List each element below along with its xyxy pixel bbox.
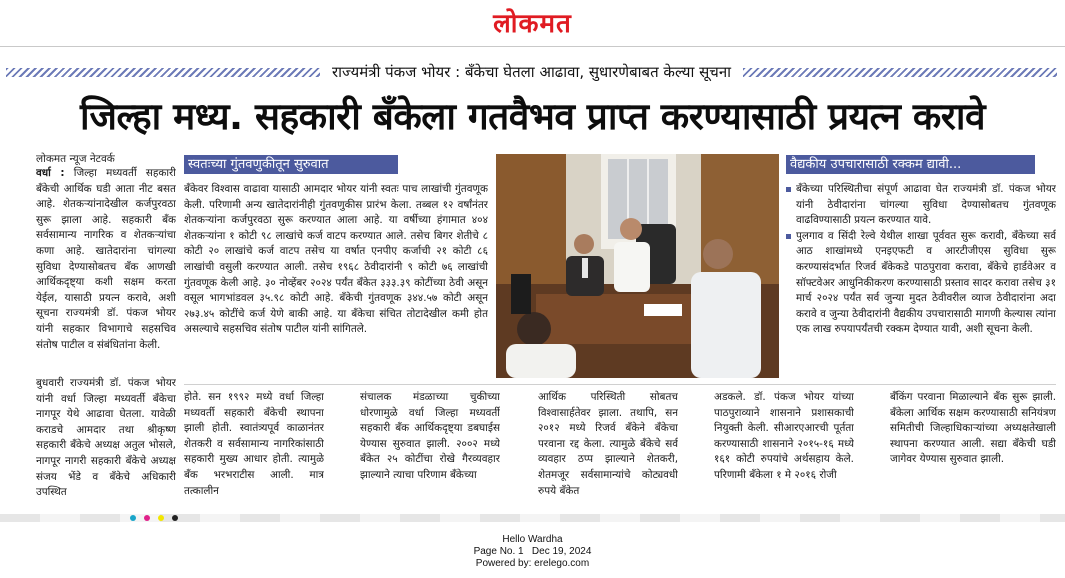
strap-line xyxy=(6,60,1057,84)
strap-hatch-left xyxy=(6,68,320,77)
lower-column-1: होते. सन १९९२ मध्ये वर्धा जिल्हा मध्यवर्ती सहकारी बँकेची स्थापना झाली होती. स्वातंत्र्यपूर्व काळानंतर शेतकरी व सर्वसामान्य नागरिकांसाठी सहकारी मुख्य आधार होती. त्यामुळे बँक भरभराटीस आली. मात्र तत्कालीन xyxy=(184,391,324,497)
page-meta xyxy=(0,534,1065,570)
lokmat-logo: लोकमत xyxy=(493,9,572,39)
left-subhead: स्वतःच्या गुंतवणुकीतून सुरुवात xyxy=(184,155,398,174)
cyan-dot xyxy=(130,515,136,521)
right-box-text xyxy=(786,182,1056,378)
lower-column-4: अडकले. डॉ. पंकज भोयर यांच्या पाठपुराव्याने शासनाने प्रशासकाची नियुक्ती केली. सीआरएआरची पूर्तता करण्यासाठी शासनाने २०१५-१६ मध्ये १६१ कोटी रुपयांचे अर्थसहाय केले. परिणामी बँकेला १ मे २०१६ रोजी xyxy=(714,391,854,481)
meeting-photo xyxy=(496,154,779,378)
lower-column-5: बँकिंग परवाना मिळाल्याने बँक सुरू झाली. बँकेला आर्थिक सक्षम करण्यासाठी सनियंत्रण समितीची जिल्हाधिकाऱ्यांच्या अध्यक्षतेखाली स्थापना करण्यात आली. सद्या बँकेची घडी जागेवर येण्यास सुरुवात झाली. xyxy=(890,391,1056,466)
magenta-dot xyxy=(144,515,150,521)
masthead xyxy=(0,0,1065,44)
section-divider xyxy=(184,384,1056,385)
page-date: Page No. 1 Dec 19, 2024 xyxy=(473,546,592,557)
lower-column-2: संचालक मंडळाच्या चुकीच्या धोरणामुळे वर्धा जिल्हा मध्यवर्ती सहकारी बँक आर्थिकदृष्ट्या डबघाईस येण्यास सुरुवात झाली. २००२ मध्ये बँकेत २५ कोटींचा रोखे गैरव्यवहार झाल्याने त्याचा परिणाम बँकेच्या xyxy=(360,391,500,481)
dateline: वर्धा : xyxy=(36,167,65,179)
right-bullet-1: बँकेच्या परिस्थितीचा संपूर्ण आढावा घेत राज्यमंत्री डॉ. पंकज भोयर यांनी ठेवीदारांना चांगल्या सुविधा देण्यासोबतच गुंतवणूक वाढविण्यासाठी प्रयत्न करण्यात यावे. xyxy=(786,182,1056,229)
column1-text: जिल्हा मध्यवर्ती सहकारी बँकेची आर्थिक घडी आता नीट बसत आहे. शेतकऱ्यांनादेखील कर्जपुरवठा सुरू झाला आहे. सहकारी बँक सर्वसामान्य नागरिक व शेतकऱ्यांचा कणा आहे. खातेदारांना चांगल्या सुविधा देण्यासोबतच बँक आणखी आर्थिकदृष्ट्या कशी सक्षम करता येईल, यासाठी प्रयत्न करावे, अशी सूचना राज्यमंत्री डॉ. पंकज भोयर यांनी सहकार विभागाचे सहसचिव संतोष पाटील व संबंधितांना केली. xyxy=(36,167,176,351)
powered-by-link[interactable]: Powered by: erelego.com xyxy=(475,558,590,569)
meeting-photo-illustration xyxy=(496,154,779,378)
strap-hatch-right xyxy=(743,68,1057,77)
article-column-1 xyxy=(36,166,176,374)
color-registration-dots xyxy=(130,515,960,521)
byline: लोकमत न्यूज नेटवर्क xyxy=(36,153,115,165)
edition-name: Hello Wardha xyxy=(502,534,563,545)
yellow-dot xyxy=(158,515,164,521)
lower-column-3: आर्थिक परिस्थिती सोबतच विश्वासार्हतेवर झाला. तथापि, सन २०१२ मध्ये रिजर्व बँकेने बँकेचा परवाना रद्द केला. त्यामुळे बँकेचे सर्व व्यवहार ठप्प झाल्याने शेतकरी, शेतमजूर सर्वसामान्यांचे कोट्यवधी रुपये बँकेत xyxy=(538,391,678,497)
strap-text: राज्यमंत्री पंकज भोयर : बँकेचा घेतला आढावा, सुधारणेबाबत केल्या सूचना xyxy=(331,63,732,81)
right-bullet-2: पुलगाव व सिंदी रेल्वे येथील शाखा पूर्ववत सुरू करावी, बँकेच्या सर्व आठ शाखांमध्ये एनइएफटी व आरटीजीएस सुविधा सुरू करण्यासंदर्भात रिजर्व बँकेकडे पाठपुरावा करावा, बँकेचे हार्डवेअर व सॉफ्टवेअर आधुनिकीकरण करण्यासाठी प्रस्ताव सादर करावा तसेच ३१ मार्च २०२४ पर्यंत सर्व जुन्या मुदत ठेवीवरील व्याज ठेवीदारांना अदा करावे व जुन्या ठेवीदारांनी वैद्यकीय उपचारासाठी मागणी केल्यास त्यांना एक लाख रुपयापर्यंतची रक्कम देण्यात यावी, अशी सूचना केली. xyxy=(786,229,1056,338)
top-divider xyxy=(0,46,1065,47)
column1-text2: बुधवारी राज्यमंत्री डॉ. पंकज भोयर यांनी वर्धा जिल्हा मध्यवर्ती बँकेचा नागपूर येथे आढावा घेतला. यावेळी कराडचे आमदार तथा श्रीकृष्ण सहकारी बँकेचे अध्यक्ष अतुल भोसले, नागपूर नागरी सहकारी बँकेचे अध्यक्ष संजय भेंडे व बँकेचे अधिकारी उपस्थित xyxy=(36,377,176,499)
headline: जिल्हा मध्य. सहकारी बँकेला गतवैभव प्राप्त करण्यासाठी प्रयत्न करावे xyxy=(79,95,986,138)
left-box-text: बँकेवर विश्वास वाढावा यासाठी आमदार भोयर यांनी स्वतः पाच लाखांची गुंतवणूक केली. परिणामी अन्य खातेदारांनीही गुंतवणुकीस प्रारंभ केला. तब्बल १२ वर्षांनंतर शेतकऱ्यांना कर्जपुरवठा सुरू करण्यात आला आहे. या वर्षीच्या हंगामात ४०४ शेतकऱ्यांना १ कोटी ९८ लाखांचे कर्ज वाटप करण्यात आले. तसेच बिगर शेतीचे ८ कोटी २० लाखांचे कर्ज वाटप तसेच या वर्षात एनपीए कर्जाची २१ कोटी ८६ लाखांची वसुली करण्यात आली. तसेच १९६८ ठेवीदारांनी ९ कोटी ७६ लाखांची गुंतवणूक केली आहे. ३० नोव्हेंबर २०२४ पर्यंत बँकेत ३३३.३९ कोटींच्या ठेवी असून वसूल भागभांडवल ३५.९८ कोटी आहे. बँकेची गुंतवणूक ३४४.५७ कोटी असून २७३.४५ कोटींचे कर्ज येणे बाकी आहे. या बँकेचा संचित तोटादेखील कमी होत असल्याचे सहसचिव संतोष पाटील यांनी सांगितले. xyxy=(184,183,488,336)
article-column-1-cont xyxy=(36,376,176,500)
right-subhead: वैद्यकीय उपचारासाठी रक्कम द्यावी... xyxy=(786,155,1035,174)
black-dot xyxy=(172,515,178,521)
